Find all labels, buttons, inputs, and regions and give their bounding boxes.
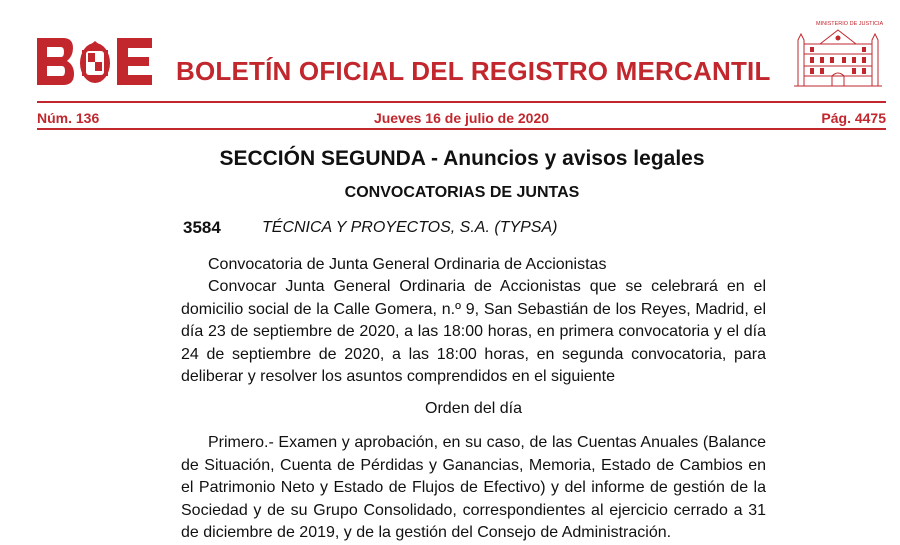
section-title: SECCIÓN SEGUNDA - Anuncios y avisos legales: [219, 147, 705, 170]
header-rule-top: [37, 101, 886, 103]
bulletin-title: BOLETÍN OFICIAL DEL REGISTRO MERCANTIL: [176, 56, 771, 86]
boe-logo: [37, 38, 152, 85]
header-rule-bottom: [37, 128, 886, 130]
page-number: Pág. 4475: [821, 110, 886, 126]
issue-number: Núm. 136: [37, 110, 100, 126]
agenda-item-first: Primero.- Examen y aprobación, en su caso, de las Cuentas Anuales (Balance de Situación, Cuenta de Pérdidas y Ganancias, Memoria, Estado de Cambios en el Patrimonio Neto y Estado de Flujos de Efectivo) y del informe de gestión de la Sociedad y de su Grupo Consolidado, correspondientes al ejercicio cerrado a 31 de diciembre de 2019, y de la gestión del Consejo de Administración.: [181, 434, 766, 541]
svg-text:MINISTERIO DE JUSTICIA: MINISTERIO DE JUSTICIA: [816, 21, 884, 27]
issue-date: Jueves 16 de julio de 2020: [373, 110, 550, 126]
announcement-number: 3584: [183, 218, 221, 237]
subsection-title: CONVOCATORIAS DE JUNTAS: [344, 184, 580, 201]
ministry-of-justice-emblem: [790, 18, 886, 88]
agenda-heading: Orden del día: [425, 400, 522, 417]
announcement-intro: Convocatoria de Junta General Ordinaria de Accionistas: [208, 256, 607, 273]
announcement-body: Convocar Junta General Ordinaria de Accionistas que se celebrará en el domicilio social de la Calle Gomera, n.º 9, San Sebastián de los Reyes, Madrid, el día 23 de septiembre de 2020, a las 18:00 horas, en primera convocatoria y el día 24 de septiembre de 2020, a las 18:00 horas, en segunda convocatoria, para deliberar y resolver los asuntos comprendidos en el siguiente: [181, 278, 766, 385]
issue-metadata: [37, 110, 886, 128]
company-name: TÉCNICA Y PROYECTOS, S.A. (TYPSA): [262, 219, 558, 236]
